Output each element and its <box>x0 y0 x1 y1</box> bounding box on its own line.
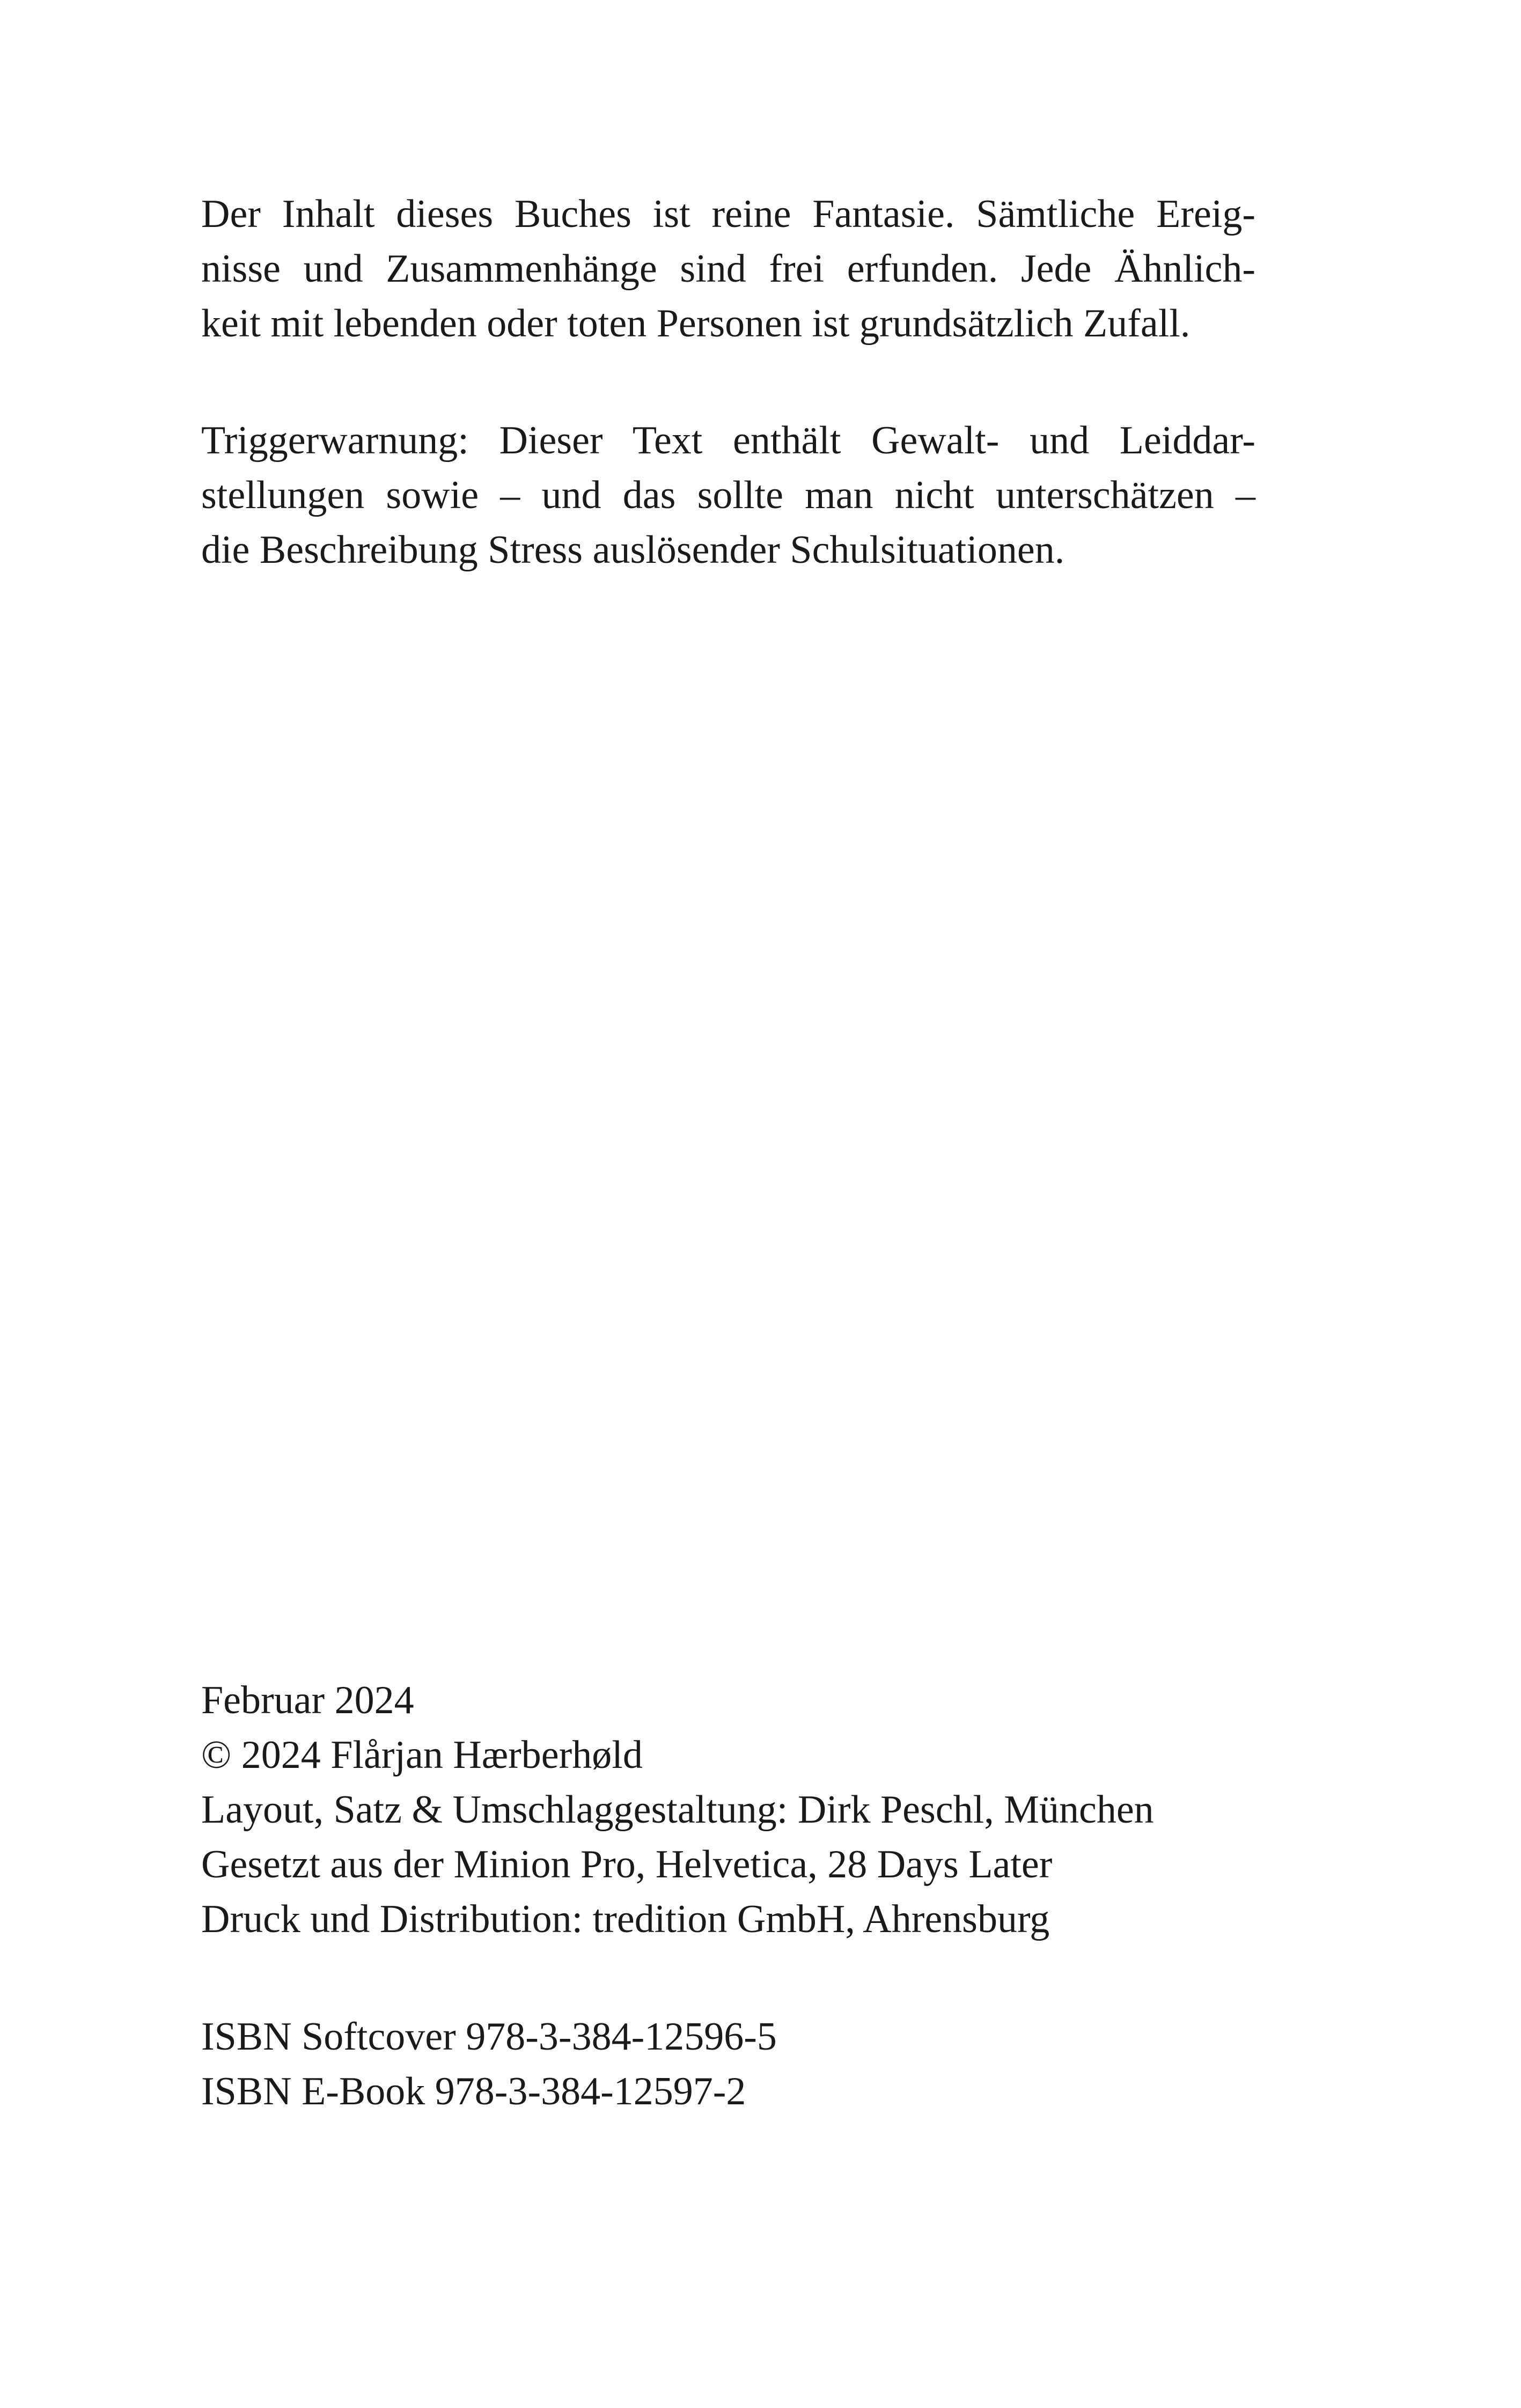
imprint-block <box>201 1673 1274 1947</box>
trigger-warning-line: stellungen sowie – und das sollte man nicht unterschätzen – <box>201 473 1255 517</box>
distribution-credit: Druck und Distribution: tredition GmbH, Ahrensburg <box>201 1897 1050 1941</box>
layout-credit: Layout, Satz & Umschlaggestaltung: Dirk Peschl, München <box>201 1788 1154 1832</box>
trigger-warning-line: die Beschreibung Stress auslösender Schulsituationen. <box>201 528 1065 572</box>
disclaimer-line: nisse und Zusammenhänge sind frei erfunden. Jede Ähnlich- <box>201 247 1255 291</box>
isbn-softcover: ISBN Softcover 978-3-384-12596-5 <box>201 2015 777 2059</box>
publication-date: Februar 2024 <box>201 1678 414 1722</box>
disclaimer-line: Der Inhalt dieses Buches ist reine Fantasie. Sämtliche Ereig- <box>201 192 1255 236</box>
trigger-warning-paragraph <box>201 413 1255 577</box>
disclaimer-paragraph <box>201 187 1255 351</box>
trigger-warning-line: Triggerwarnung: Dieser Text enthält Gewalt- und Leiddar- <box>201 419 1255 462</box>
disclaimer-line: keit mit lebenden oder toten Personen ist grundsätzlich Zufall. <box>201 302 1191 346</box>
copyright-notice: © 2024 Flårjan Hærberhøld <box>201 1733 643 1777</box>
isbn-ebook: ISBN E-Book 978-3-384-12597-2 <box>201 2069 746 2113</box>
typeset-credit: Gesetzt aus der Minion Pro, Helvetica, 28 Days Later <box>201 1842 1053 1886</box>
isbn-block <box>201 2009 1274 2119</box>
